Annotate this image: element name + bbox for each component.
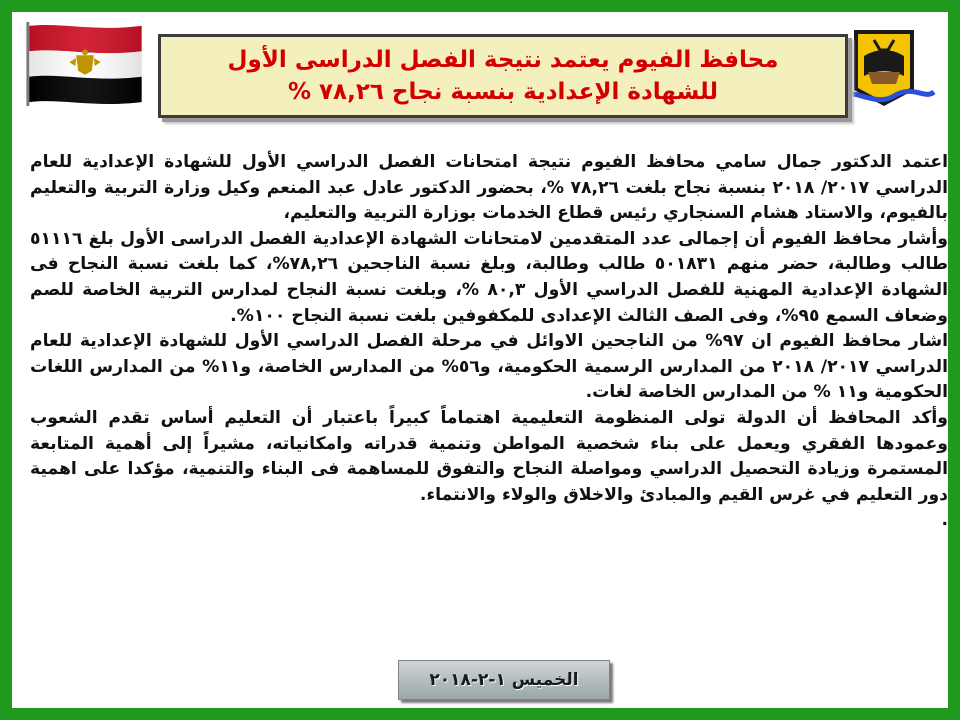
egypt-flag-icon [26, 22, 144, 106]
paragraph-education-importance: وأكد المحافظ أن الدولة تولى المنظومة التعليمية اهتماماً كبيراً باعتبار أن التعليم أساس تقدم الشعوب وعمودها الفقري ويعمل على بناء شخصية المواطن وتنمية قدراته وامكانياته، مشيراً إلى أهمية المتابعة المستمرة وزيادة التحصيل الدراسي ومواصلة النجاح والتفوق للمساهمة فى البناء والتنمية، مؤكدا على اهمية دور التعليم في غرس القيم والمبادئ والاخلاق والولاء والانتماء. [30, 407, 948, 505]
article-body [30, 150, 948, 662]
headline-line-2: للشهادة الإعدادية بنسبة نجاح ٧٨,٢٦ % [287, 79, 719, 105]
paragraph-end-mark: . [941, 510, 948, 531]
fayoum-governorate-emblem-icon [834, 26, 936, 110]
paragraph-top-students: اشار محافظ الفيوم ان ٩٧% من الناجحين الاوائل في مرحلة الفصل الدراسي الأول للشهادة الإعدادية للعام الدراسي ٢٠١٧/ ٢٠١٨ من المدارس الرسمية الحكومية، و٥٦% من المدارس الخاصة، و١١% من المدارس اللغات الحكومية و١١ % من المدارس الخاصة لغات. [30, 331, 948, 403]
headline-line-1: محافظ الفيوم يعتمد نتيجة الفصل الدراسى الأول [227, 47, 779, 73]
headline-box [158, 34, 848, 118]
paragraph-statistics: وأشار محافظ الفيوم أن إجمالى عدد المتقدمين لامتحانات الشهادة الإعدادية الفصل الدراسى الأول بلغ ٥١١١٦ طالب وطالبة، حضر منهم ٥٠١٨٣١ طالب وطالبة، وبلغ نسبة الناجحين ٧٨,٢٦%، كما بلغت نسبة النجاح فى الشهادة الإعدادية المهنية للفصل الدراسي الأول ٨٠,٣ %، وبلغت نسبة النجاح لمدارس التربية الخاصة للصم وضعاف السمع ٩٥%، وفى الصف الثالث الإعدادى للمكفوفين بلغت نسبة النجاح ١٠٠%. [30, 228, 948, 326]
date-badge: الخميس ١-٢-٢٠١٨ [398, 660, 610, 700]
paragraph-approval: اعتمد الدكتور جمال سامي محافظ الفيوم نتيجة امتحانات الفصل الدراسي الأول للشهادة الإعدادية للعام الدراسي ٢٠١٧/ ٢٠١٨ بنسبة نجاح بلغت ٧٨,٢٦ %، بحضور الدكتور عادل عبد المنعم وكيل وزارة التربية والتعليم بالفيوم، والاستاد هشام السنجاري رئيس قطاع الخدمات بوزارة التربية والتعليم، [30, 152, 948, 224]
